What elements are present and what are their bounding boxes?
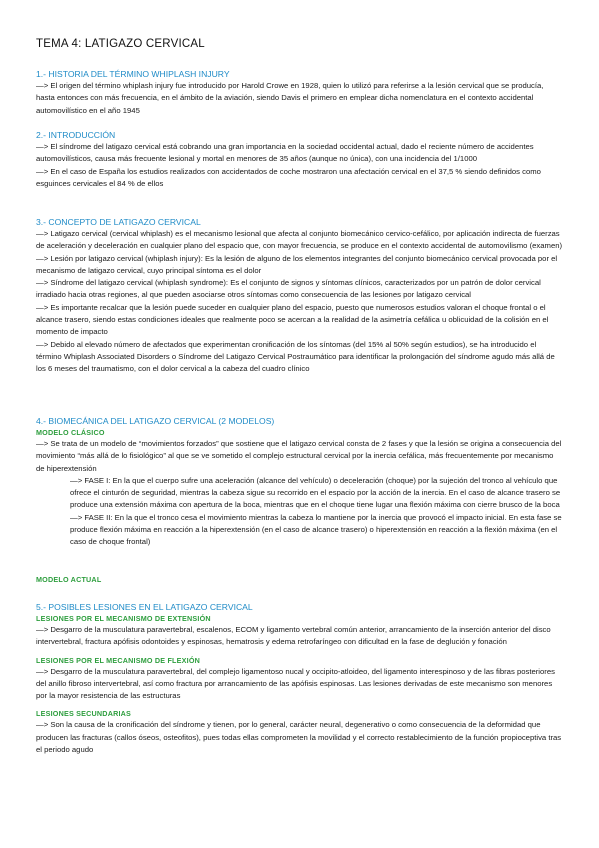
section-4 (36, 415, 563, 549)
paragraph: —> Desgarro de la musculatura paravertebral, del complejo ligamentoso nucal y occipito-atloideo, del ligamento interespinoso y de las fibras posteriores del anillo fibroso intervertebral, así como fractura por arrancamiento de las apófisis espinosas. Las lesiones derivadas de este mecanismo son menores por la mayor resistencia de las estructuras (36, 666, 555, 701)
paragraph: —> Se trata de un modelo de “movimientos forzados” que sostiene que el latigazo cervical consta de 2 fases y que la lesión se origina a consecuencia del movimiento “más allá de lo fisiológico” al que se ve sometido el complejo estructural cervical por la inercia cefálica, más frecuentemente por mecanismo de hiperextensión (36, 439, 562, 473)
section-heading: 3.- CONCEPTO DE LATIGAZO CERVICAL (36, 217, 201, 227)
section-heading: 4.- BIOMECÁNICA DEL LATIGAZO CERVICAL (2 MODELOS) (36, 416, 275, 426)
modelo-actual (36, 574, 563, 585)
paragraph: —> El origen del término whiplash injury fue introducido por Harold Crowe en 1928, quien lo utilizó para referirse a la lesión cervical que se producía, hasta entonces con más frecuencia, en el ámbito de la aviación, siendo Davis el primero en emplear dicha nomenclatura en el contexto accidental automovilístico en el año 1945 (36, 81, 544, 115)
section-heading: 2.- INTRODUCCIÓN (36, 130, 116, 140)
paragraph: —> Síndrome del latigazo cervical (whiplash syndrome): Es el conjunto de signos y síntomas clínicos, caracterizados por un patrón de dolor cervical irradiado hacia otras regiones, al que pueden asociarse otros síntomas como consecuencia de las lesiones por latigazo cervical (36, 278, 541, 300)
section-heading: 5.- POSIBLES LESIONES EN EL LATIGAZO CERVICAL (36, 602, 253, 612)
subheading: LESIONES POR EL MECANISMO DE EXTENSIÓN (36, 614, 211, 623)
paragraph: —> El síndrome del latigazo cervical está cobrando una gran importancia en la sociedad occidental actual, dado el reciente número de accidentes automovilísticos, causa más frecuente lesional y mortal en menores de 35 años (aunque no única), con una incidencia del 1/1000 (36, 142, 534, 164)
section-5 (36, 601, 563, 756)
subheading: LESIONES SECUNDARIAS (36, 709, 132, 719)
section-heading: 1.- HISTORIA DEL TÉRMINO WHIPLASH INJURY (36, 69, 230, 79)
paragraph: —> Lesión por latigazo cervical (whiplash injury): Es la lesión de alguno de los elementos integrantes del conjunto biomecánico cervical provocada por el mecanismo de latigazo cervical, cuyo principal síntoma es el dolor (36, 253, 558, 275)
phase-paragraph: —> FASE II: En la que el tronco cesa el movimiento mientras la cabeza lo mantiene por la inercia que provocó el impacto inicial. En esta fase se produce flexión máxima en reacción a la hiperextensión (en el caso de alcance trasero) o hiperextensión en reacción a la flexión máxima (en el caso de choque frontal) (70, 512, 562, 547)
paragraph: —> En el caso de España los estudios realizados con accidentados de coche mostraron una afectación cervical en el 37,5 % siendo definidos como esguinces cervicales el 84 % de ellos (36, 166, 541, 188)
paragraph: —> Es importante recalcar que la lesión puede suceder en cualquier plano del espacio, puesto que numerosos estudios valoran el choque frontal o el alcance trasero, siendo estas condiciones ideales que realmente poco se acercan a la realidad de la asimetría cefálica u oblicuidad de la colisión en el momento de impacto (36, 302, 549, 337)
paragraph: —> Son la causa de la cronificación del síndrome y tienen, por lo general, carácter neural, degenerativo o como consecuencia de la deformidad que producen las fracturas (callos óseos, osteofitos), pues todas ellas comprometen la movilidad y el correcto restablecimiento de la función propioceptiva tras el periodo agudo (36, 720, 562, 755)
paragraph: —> Debido al elevado número de afectados que experimentan cronificación de los síntomas (del 15% al 50% según estudios), se ha introducido el término Whiplash Associated Disorders o Síndrome del Latigazo Cervical Postraumático para identificar la prolongación del síndrome agudo más allá de los 6 meses del traumatismo, con el dolor cervical a la cabeza del cuadro clínico (36, 339, 555, 374)
subheading: LESIONES POR EL MECANISMO DE FLEXIÓN (36, 655, 201, 665)
paragraph: —> Desgarro de la musculatura paravertebral, escalenos, ECOM y ligamento vertebral común anterior, arrancamiento de la inserción anterior del disco intervertebral, fractura apófisis odontoides y espinosas, hematrosis y edema retrofaríngeo con dificultad en la fase de deglución y fonación (36, 625, 551, 647)
page-title: TEMA 4: LATIGAZO CERVICAL (36, 38, 205, 50)
section-2 (36, 129, 563, 190)
section-3 (36, 216, 563, 376)
subheading: MODELO ACTUAL (36, 575, 102, 584)
subheading: MODELO CLÁSICO (36, 428, 105, 437)
section-1 (36, 68, 563, 117)
paragraph: —> Latigazo cervical (cervical whiplash) es el mecanismo lesional que afecta al conjunto biomecánico cervico-cefálico, por aplicación indirecta de fuerzas de aceleración y deceleración en cualquier plano del espacio que, con mayor frecuencia, se produce en el contexto accidental de automovilismo (examen) (36, 229, 563, 251)
phase-paragraph: —> FASE I: En la que el cuerpo sufre una aceleración (alcance del vehículo) o deceleración (choque) por la sujeción del tronco al vehículo que ofrece el cinturón de seguridad, mientras la cabeza sigue su recorrido en el espacio por la acción de la inercia. En el caso de alcance trasero se produce una extensión máxima con apertura de la boca, mientras que en el choque tiene lugar una flexión máxima con cierre brusco de la boca (70, 475, 561, 510)
